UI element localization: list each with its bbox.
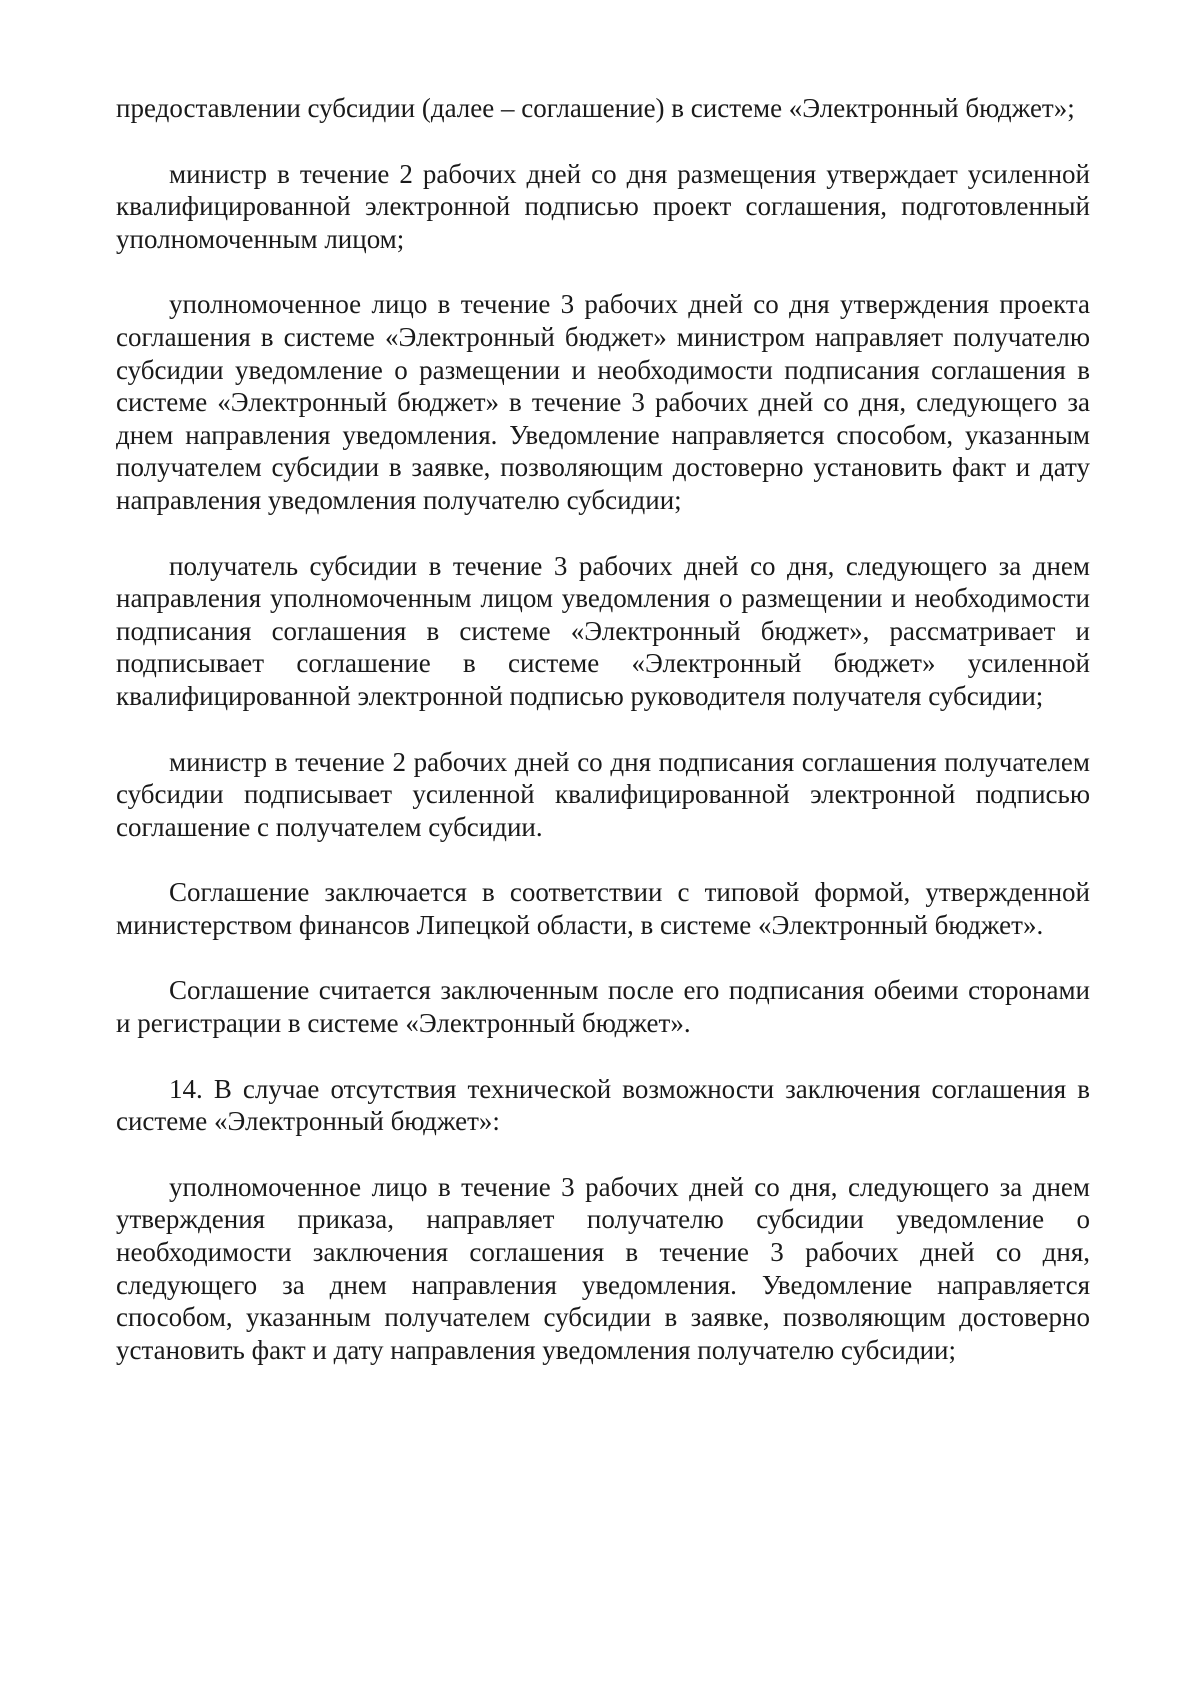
paragraph-no-technical-possibility: уполномоченное лицо в течение 3 рабочих дней со дня, следующего за днем утверждения приказа, направляет получателю субсидии уведомление о необходимости заключения соглашения в течение 3 рабочих дней со дня, следующего за днем направления уведомления. Уведомление направляется способом, указанным получателем субсидии в заявке, позволяющим достоверно установить факт и дату направления уведомления получателю субсидии;	[116, 1171, 1090, 1365]
paragraph-minister-approval: министр в течение 2 рабочих дней со дня размещения утверждает усиленной квалифицированной электронной подписью проект соглашения, подготовленный уполномоченным лицом;	[116, 158, 1090, 254]
document-body	[116, 92, 1090, 1399]
paragraph-minister-signing: министр в течение 2 рабочих дней со дня подписания соглашения получателем субсидии подписывает усиленной квалифицированной электронной подписью соглашение с получателем субсидии.	[116, 746, 1090, 842]
paragraph-standard-form: Соглашение заключается в соответствии с типовой формой, утвержденной министерством финансов Липецкой области, в системе «Электронный бюджет».	[116, 877, 1090, 940]
paragraph-authorized-person-notice: уполномоченное лицо в течение 3 рабочих дней со дня утверждения проекта соглашения в системе «Электронный бюджет» министром направляет получателю субсидии уведомление о размещении и необходимости подписания соглашения в системе «Электронный бюджет» в течение 3 рабочих дней со дня, следующего за днем направления уведомления. Уведомление направляется способом, указанным получателем субсидии в заявке, позволяющим достоверно установить факт и дату направления уведомления получателю субсидии;	[116, 289, 1090, 515]
paragraph-continuation: предоставлении субсидии (далее – соглашение) в системе «Электронный бюджет»;	[116, 93, 1075, 123]
paragraph-agreement-concluded: Соглашение считается заключенным после его подписания обеими сторонами и регистрации в системе «Электронный бюджет».	[116, 975, 1090, 1039]
paragraph-item-14: 14. В случае отсутствия технической возможности заключения соглашения в системе «Электронный бюджет»:	[116, 1073, 1090, 1137]
paragraph-recipient-signing: получатель субсидии в течение 3 рабочих дней со дня, следующего за днем направления уполномоченным лицом уведомления о размещении и необходимости подписания соглашения в системе «Электронный бюджет», рассматривает и подписывает соглашение в системе «Электронный бюджет» усиленной квалифицированной электронной подписью руководителя получателя субсидии;	[116, 550, 1090, 711]
